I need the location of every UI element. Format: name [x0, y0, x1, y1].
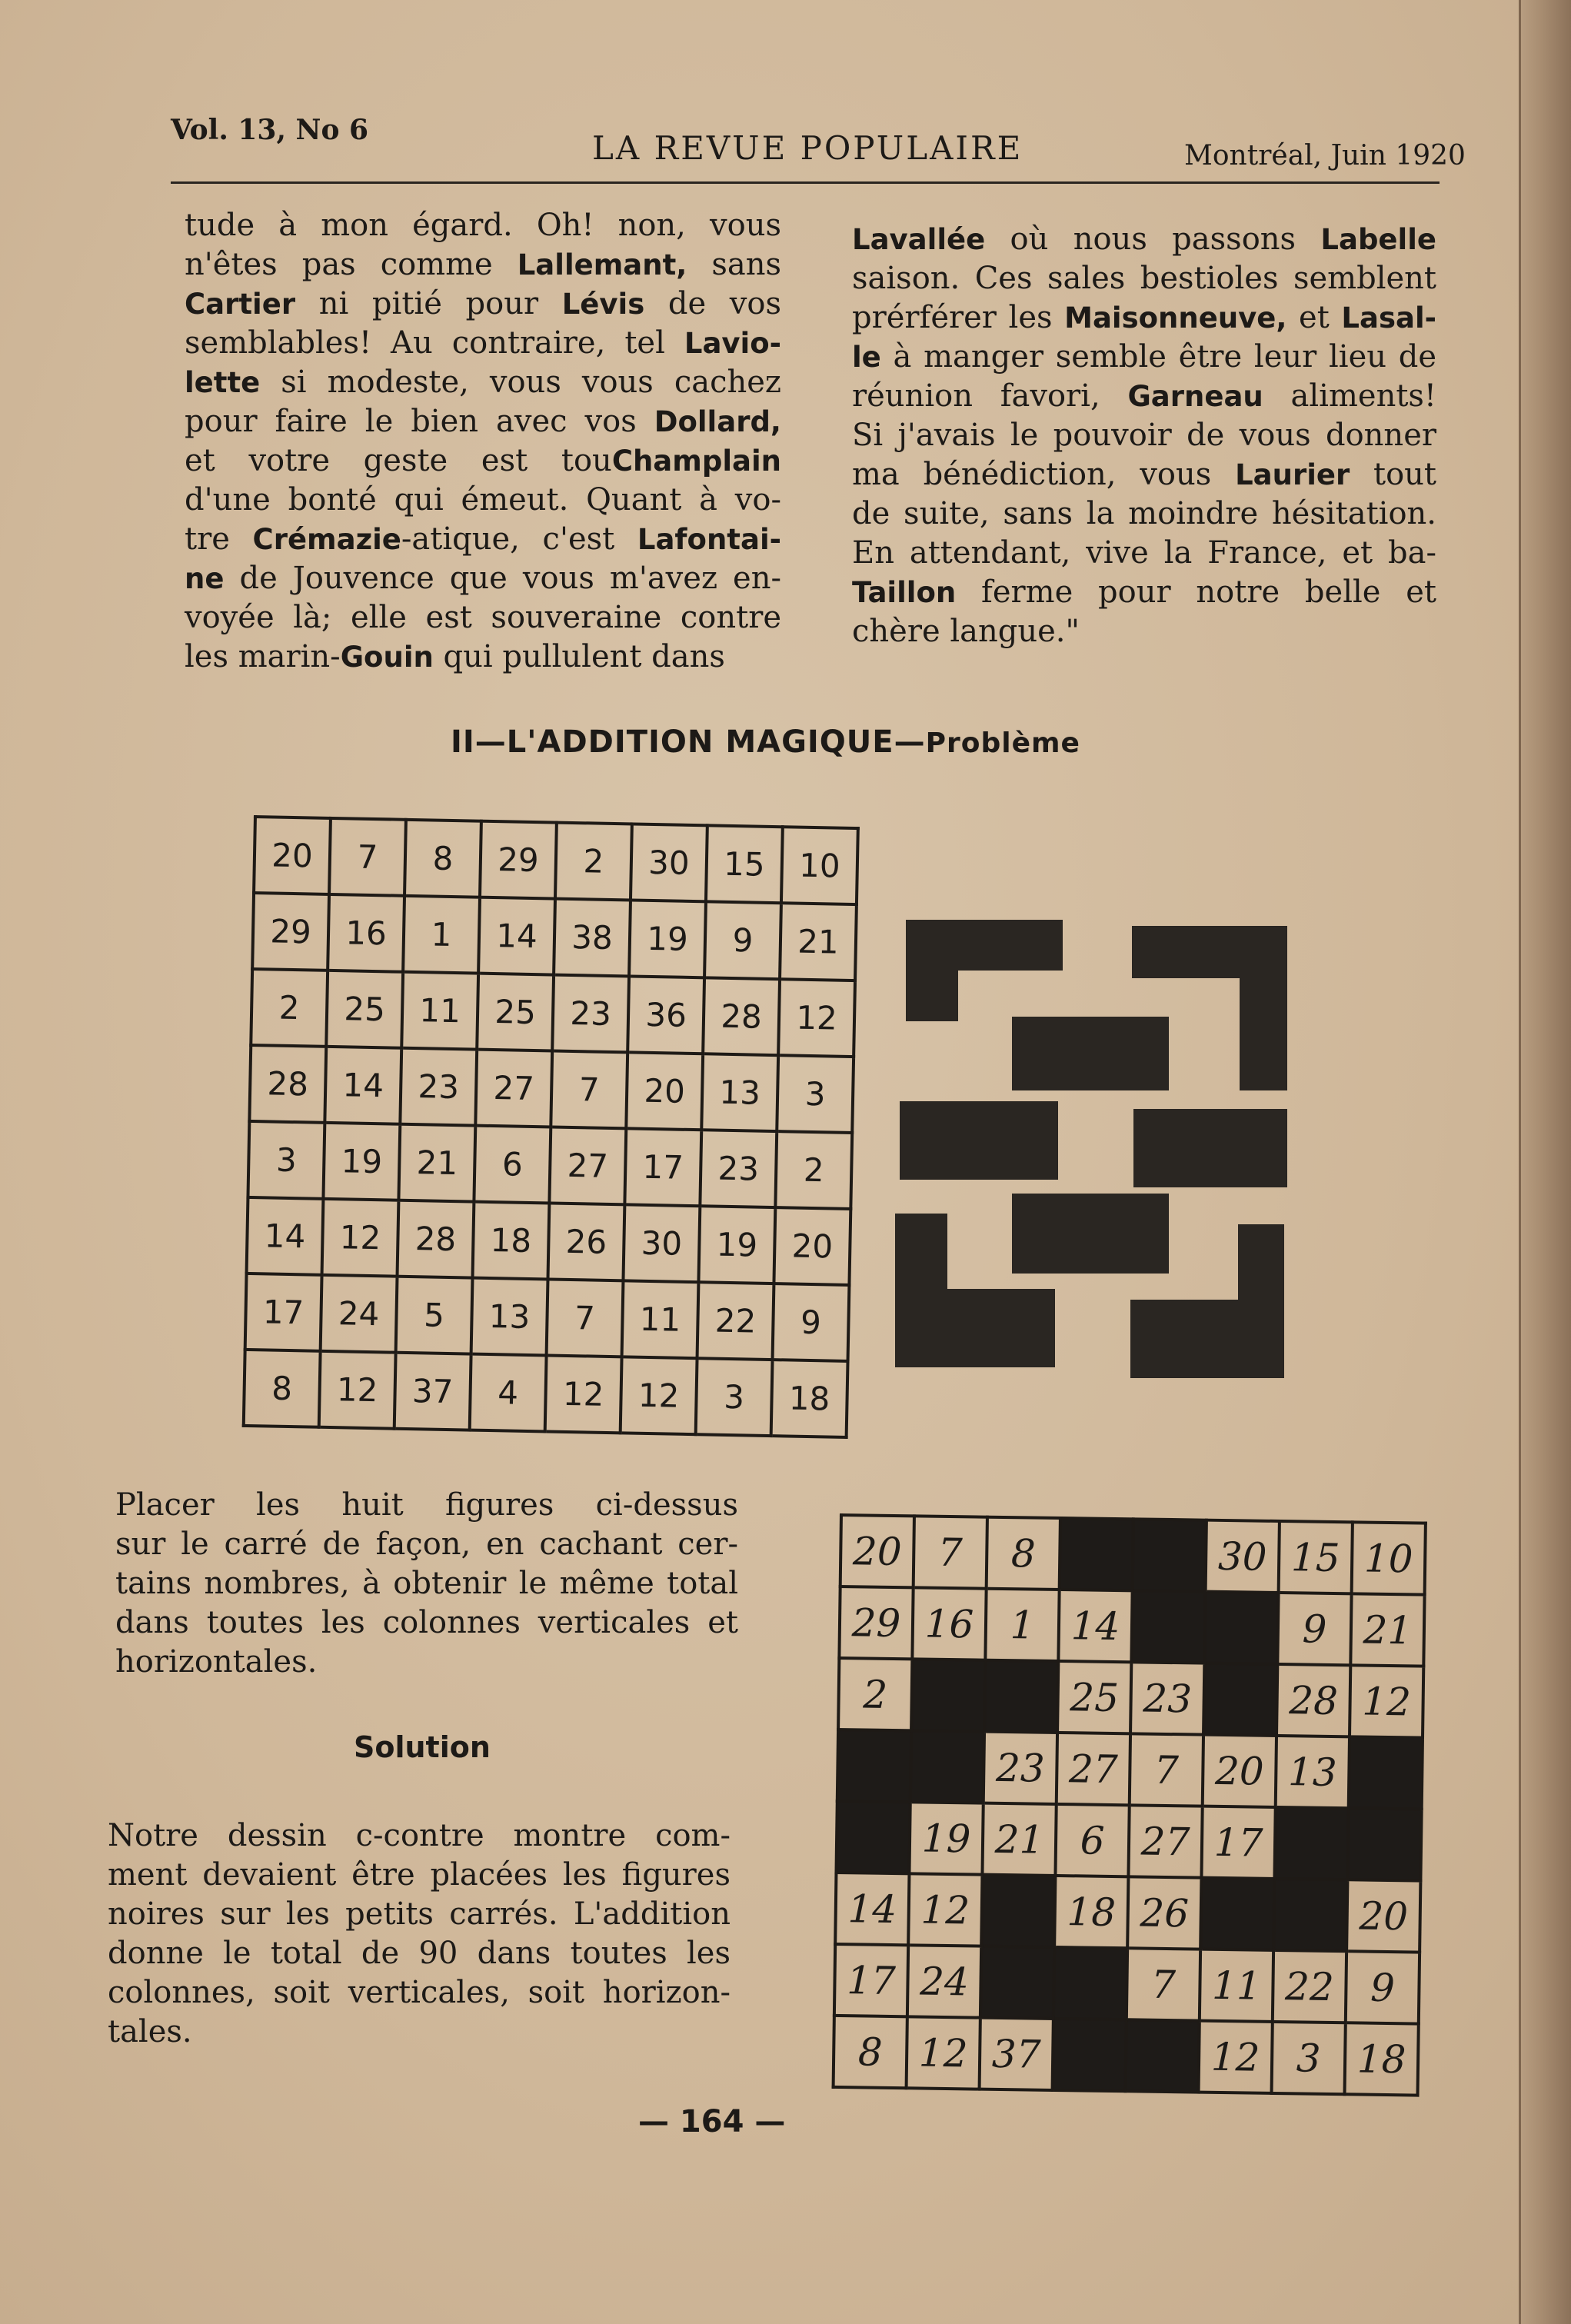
grid-cell: [836, 1801, 910, 1873]
text-line: n'êtes pas comme Lallemant, sans: [185, 247, 781, 282]
grid-cell: 23: [400, 1048, 477, 1126]
grid-cell: 20: [1346, 1880, 1420, 1952]
header-volume: Vol. 13, No 6: [171, 114, 369, 146]
figure-piece: [1133, 1109, 1287, 1187]
grid-cell: 14: [1058, 1590, 1132, 1662]
grid-cell: [984, 1660, 1058, 1733]
grid-cell: 17: [834, 1944, 908, 2016]
grid-cell: 20: [1203, 1735, 1276, 1807]
grid-cell: 13: [701, 1054, 778, 1131]
section-title-sub: Problème: [925, 727, 1080, 759]
figure-piece: [1012, 1194, 1169, 1274]
grid-cell: 3: [248, 1121, 325, 1199]
problem-number-grid: [242, 815, 860, 1439]
grid-cell: 14: [478, 897, 555, 975]
grid-cell: [910, 1730, 984, 1803]
grid-cell: [1203, 1663, 1277, 1736]
grid-cell: 28: [249, 1045, 326, 1123]
text-line: En attendant, vive la France, et ba-: [852, 535, 1436, 571]
grid-cell: 10: [1352, 1522, 1426, 1594]
grid-cell: 2: [555, 823, 632, 901]
figure-piece: [895, 1289, 1055, 1367]
grid-cell: 4: [470, 1354, 547, 1432]
grid-cell: 15: [706, 825, 783, 903]
text-line: tains nombres, à obtenir le même total: [115, 1566, 738, 1601]
grid-cell: 12: [322, 1199, 399, 1277]
text-line: prérférer les Maisonneuve, et Lasal-: [852, 300, 1436, 335]
text-line: tude à mon égard. Oh! non, vous: [185, 208, 781, 243]
grid-row: [834, 1944, 1420, 2024]
grid-cell: 18: [473, 1202, 550, 1280]
grid-cell: 17: [1201, 1806, 1275, 1879]
grid-cell: [1053, 1947, 1127, 2019]
grid-cell: 30: [1206, 1520, 1280, 1593]
grid-row: [249, 1045, 854, 1133]
grid-cell: 5: [396, 1277, 473, 1354]
text-line: horizontales.: [115, 1644, 318, 1680]
grid-cell: 20: [626, 1052, 703, 1130]
grid-cell: 12: [1199, 2021, 1273, 2093]
grid-cell: 8: [244, 1350, 321, 1427]
grid-cell: 7: [551, 1051, 627, 1129]
grid-cell: 21: [982, 1803, 1056, 1876]
grid-cell: 12: [778, 979, 855, 1057]
grid-cell: 18: [1054, 1876, 1128, 1948]
grid-cell: 19: [698, 1206, 775, 1284]
text-line: pour faire le bien avec vos Dollard,: [185, 404, 781, 439]
grid-row: [254, 817, 858, 904]
grid-cell: 13: [1276, 1736, 1350, 1808]
grid-cell: 7: [547, 1279, 624, 1357]
grid-row: [835, 1873, 1420, 1953]
text-line: Taillon ferme pour notre belle et: [852, 574, 1436, 610]
grid-cell: 7: [329, 818, 406, 896]
text-line: et votre geste est touChamplain: [185, 443, 781, 478]
grid-cell: 16: [328, 894, 404, 972]
grid-cell: 28: [398, 1200, 474, 1278]
grid-cell: 19: [323, 1123, 400, 1200]
grid-cell: 11: [1200, 1949, 1273, 2022]
grid-cell: 27: [1057, 1733, 1130, 1805]
text-line: ne de Jouvence que vous m'avez en-: [185, 561, 781, 596]
text-line: ma bénédiction, vous Laurier tout: [852, 457, 1436, 492]
grid-cell: 12: [621, 1357, 697, 1434]
grid-cell: 20: [840, 1515, 914, 1587]
grid-cell: 12: [908, 1873, 982, 1946]
grid-cell: [981, 1875, 1055, 1947]
grid-cell: 10: [781, 827, 858, 904]
grid-cell: 18: [771, 1360, 848, 1437]
grid-cell: 20: [774, 1207, 850, 1285]
grid-cell: 12: [545, 1355, 622, 1433]
grid-cell: 26: [1127, 1876, 1201, 1949]
grid-cell: 29: [480, 821, 557, 899]
grid-cell: 14: [835, 1873, 909, 1945]
figure-piece: [906, 920, 958, 1021]
grid-cell: 2: [775, 1131, 852, 1209]
grid-cell: 9: [1346, 1951, 1420, 2023]
text-line: de suite, sans la moindre hésitation.: [852, 496, 1436, 531]
grid-row: [247, 1197, 851, 1285]
grid-cell: 16: [912, 1587, 986, 1660]
text-line: voyée là; elle est souveraine contre: [185, 600, 781, 635]
grid-cell: 20: [254, 817, 331, 894]
grid-cell: 19: [629, 900, 706, 977]
grid-cell: 30: [623, 1204, 700, 1282]
grid-cell: 3: [696, 1358, 773, 1436]
grid-cell: [1274, 1807, 1348, 1880]
grid-cell: [1133, 1519, 1207, 1591]
grid-cell: 27: [1128, 1805, 1202, 1877]
grid-cell: 28: [1276, 1664, 1350, 1736]
figure-piece: [1012, 1017, 1169, 1090]
solution-text: [108, 1816, 731, 2052]
grid-cell: 12: [319, 1351, 396, 1429]
grid-cell: [837, 1730, 911, 1802]
text-line: Cartier ni pitié pour Lévis de vos: [185, 286, 782, 321]
grid-cell: 2: [251, 969, 328, 1047]
grid-cell: 22: [1273, 1950, 1346, 2023]
header-rule: [171, 181, 1440, 184]
grid-cell: 26: [548, 1203, 624, 1280]
page-number: — 164 —: [638, 2104, 786, 2139]
text-line: donne le total de 90 dans toutes les: [108, 1936, 731, 1971]
grid-cell: [1053, 2019, 1127, 2091]
figure-piece: [1130, 1300, 1284, 1378]
text-line: le à manger semble être leur lieu de: [852, 339, 1436, 375]
grid-cell: 14: [325, 1047, 401, 1124]
grid-cell: 38: [554, 899, 631, 977]
text-line: semblables! Au contraire, tel Lavio-: [185, 325, 781, 361]
grid-cell: 3: [1272, 2022, 1346, 2094]
grid-cell: 24: [321, 1275, 398, 1353]
grid-cell: [1126, 2019, 1200, 2092]
grid-cell: 9: [704, 901, 781, 979]
grid-cell: 21: [398, 1124, 475, 1202]
grid-cell: [1200, 1878, 1274, 1950]
grid-cell: 17: [245, 1274, 322, 1351]
grid-row: [251, 969, 855, 1057]
text-line: noires sur les petits carrés. L'addition: [108, 1896, 731, 1932]
grid-cell: 13: [471, 1278, 548, 1356]
grid-cell: [1347, 1808, 1421, 1880]
grid-cell: [1060, 1518, 1133, 1590]
left-text-column: [185, 206, 781, 677]
header-date: Montréal, Juin 1920: [1184, 140, 1466, 171]
grid-cell: 7: [1127, 1948, 1200, 2020]
grid-row: [252, 893, 857, 981]
grid-cell: [1131, 1590, 1205, 1663]
grid-cell: 22: [697, 1282, 774, 1360]
grid-cell: 6: [474, 1126, 551, 1204]
section-title-main: II—L'ADDITION MAGIQUE—: [451, 724, 926, 760]
grid-cell: 18: [1345, 2023, 1419, 2095]
grid-row: [839, 1587, 1424, 1666]
grid-cell: 12: [1350, 1665, 1423, 1737]
grid-cell: 11: [622, 1280, 699, 1358]
grid-cell: 25: [1057, 1661, 1131, 1733]
grid-cell: 25: [477, 974, 554, 1051]
text-line: sur le carré de façon, en cachant cer-: [115, 1527, 738, 1562]
text-line: Placer les huit figures ci-dessus: [115, 1487, 738, 1523]
grid-cell: [911, 1659, 985, 1731]
grid-cell: 28: [703, 977, 780, 1055]
section-title: [451, 724, 1143, 760]
text-line: tales.: [108, 2014, 192, 2049]
grid-cell: 17: [624, 1128, 701, 1206]
grid-cell: 3: [777, 1055, 854, 1133]
grid-cell: 27: [475, 1050, 552, 1127]
grid-row: [244, 1350, 848, 1437]
grid-cell: 9: [1277, 1593, 1351, 1665]
grid-cell: 29: [252, 893, 329, 971]
grid-cell: 9: [773, 1284, 850, 1361]
solution-number-grid: [832, 1513, 1427, 2097]
grid-row: [837, 1730, 1423, 1810]
text-line: colonnes, soit verticales, soit horizon-: [108, 1975, 731, 2010]
text-line: lette si modeste, vous vous cachez: [185, 365, 781, 400]
grid-cell: 7: [1130, 1733, 1203, 1806]
grid-cell: 24: [907, 1945, 981, 2017]
grid-cell: 19: [909, 1802, 983, 1874]
grid-row: [248, 1121, 852, 1209]
grid-cell: 11: [401, 972, 478, 1050]
grid-cell: 23: [700, 1130, 777, 1207]
grid-row: [836, 1801, 1421, 1881]
grid-cell: 23: [984, 1732, 1057, 1804]
grid-cell: 21: [780, 903, 857, 981]
grid-cell: 27: [549, 1127, 626, 1204]
problem-text: [115, 1486, 738, 1682]
grid-cell: 21: [1350, 1593, 1424, 1666]
grid-cell: 8: [987, 1517, 1060, 1590]
text-line: Si j'avais le pouvoir de vous donner: [852, 418, 1436, 453]
text-line: saison. Ces sales bestioles semblent: [852, 261, 1436, 296]
figure-piece: [1240, 926, 1287, 1090]
grid-cell: 1: [985, 1589, 1059, 1661]
grid-cell: 7: [914, 1516, 987, 1588]
header-title: LA REVUE POPULAIRE: [592, 129, 1023, 167]
grid-cell: 14: [247, 1197, 324, 1275]
grid-cell: 37: [394, 1353, 471, 1430]
grid-cell: 1: [403, 896, 480, 974]
text-line: dans toutes les colonnes verticales et: [115, 1605, 738, 1640]
text-line: Notre dessin c-contre montre com-: [108, 1818, 731, 1853]
grid-cell: 2: [838, 1658, 912, 1730]
grid-cell: 37: [980, 2018, 1053, 2090]
grid-cell: 25: [326, 971, 403, 1048]
text-line: ment devaient être placées les figures: [108, 1857, 731, 1893]
page-spine-shadow: [1519, 0, 1571, 2324]
grid-cell: [1273, 1879, 1347, 1951]
grid-cell: [1204, 1592, 1278, 1664]
grid-cell: [1349, 1736, 1423, 1809]
grid-cell: 36: [627, 976, 704, 1054]
figure-piece: [900, 1101, 1058, 1180]
grid-cell: 12: [907, 2016, 980, 2089]
text-line: réunion favori, Garneau aliments!: [852, 378, 1436, 414]
grid-cell: 23: [1130, 1662, 1204, 1734]
page-edge-line: [1519, 0, 1521, 2324]
grid-cell: 29: [839, 1587, 913, 1659]
grid-row: [834, 2016, 1419, 2096]
right-text-column: [852, 220, 1436, 651]
grid-cell: 30: [631, 824, 707, 901]
text-line: Lavallée où nous passons Labelle: [852, 221, 1436, 257]
grid-cell: 15: [1279, 1521, 1353, 1593]
grid-cell: 23: [552, 975, 629, 1053]
text-line: les marin-Gouin qui pullulent dans: [185, 639, 725, 674]
grid-row: [840, 1515, 1426, 1595]
solution-title: Solution: [354, 1730, 491, 1764]
grid-cell: [980, 1946, 1054, 2019]
grid-row: [245, 1274, 850, 1361]
grid-cell: 8: [834, 2016, 907, 2088]
text-line: d'une bonté qui émeut. Quant à vo-: [185, 482, 781, 518]
text-line: tre Crémazie-atique, c'est Lafontai-: [185, 521, 781, 557]
text-line: chère langue.": [852, 614, 1080, 649]
grid-cell: 6: [1055, 1804, 1129, 1876]
grid-row: [838, 1658, 1423, 1738]
grid-cell: 8: [404, 820, 481, 897]
